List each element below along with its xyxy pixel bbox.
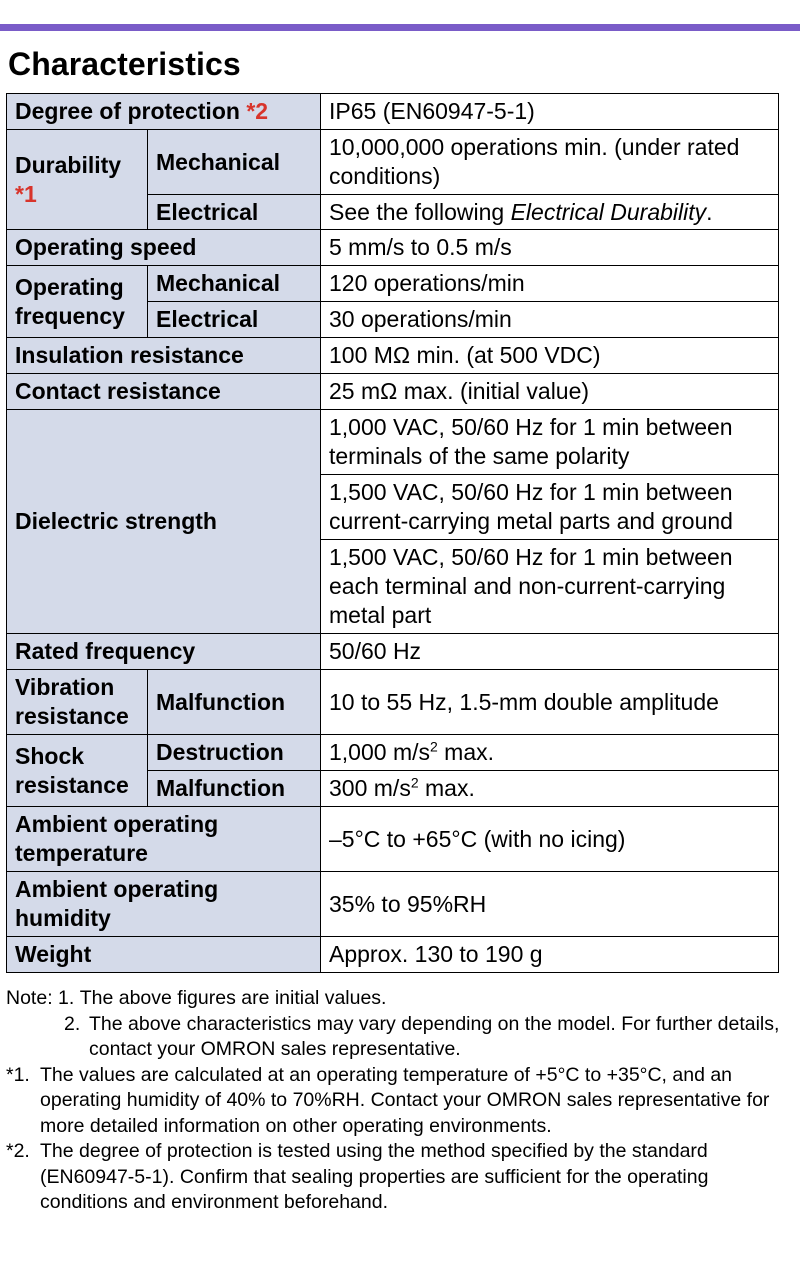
row-value-humidity: 35% to 95%RH [321,872,779,937]
row-label-frequency: Operating frequency [7,266,148,338]
table-row [7,735,779,771]
row-value-temperature: –5°C to +65°C (with no icing) [321,807,779,872]
sub-label-frequency-mechanical: Mechanical [148,266,321,302]
row-value-dielectric-2: 1,500 VAC, 50/60 Hz for 1 min between current-carrying metal parts and ground [321,475,779,540]
accent-bar [0,24,800,31]
table-row [7,872,779,937]
row-value-shock-destruction: 1,000 $m/s^2$ max. [321,735,779,771]
row-label-durability: Durability *1 [7,130,148,230]
row-value-protection: IP65 (EN60947-5-1) [321,94,779,130]
row-label-speed: Operating speed [7,230,321,266]
note-text: The above figures are initial values. [79,987,387,1009]
row-label-dielectric: Dielectric strength [7,410,321,634]
row-value-dielectric-1: 1,000 VAC, 50/60 Hz for 1 min between terminals of the same polarity [321,410,779,475]
row-value-insulation: 100 MΩ min. (at 500 VDC) [321,338,779,374]
table-row [7,807,779,872]
footnote-label: *2. [6,1140,30,1162]
row-label-insulation: Insulation resistance [7,338,321,374]
sub-label-frequency-electrical: Electrical [148,302,321,338]
table-row [7,410,779,475]
table-row [7,374,779,410]
row-label-contact: Contact resistance [7,374,321,410]
table-row [7,670,779,735]
footnote-text: The degree of protection is tested using the method specified by the standard (EN60947-5-1). Confirm that sealing properties are sufficient for the operating conditions and environment beforehand. [40,1140,709,1213]
note-text: The above characteristics may vary depending on the model. For further details, contact your OMRON sales representative. [89,1012,780,1060]
note-2 [6,1012,796,1063]
footnote-1 [6,1063,796,1140]
row-value-dielectric-3: 1,500 VAC, 50/60 Hz for 1 min between each terminal and non-current-carrying metal part [321,540,779,634]
row-value-frequency-electrical: 30 operations/min [321,302,779,338]
row-label-weight: Weight [7,937,321,973]
row-value-contact: 25 mΩ max. (initial value) [321,374,779,410]
characteristics-table [6,93,779,973]
note-label: 2. [64,1012,81,1035]
table-row [7,230,779,266]
footnote-label: *1. [6,1063,30,1086]
row-value-weight: Approx. 130 to 190 g [321,937,779,973]
table-row [7,937,779,973]
row-label-humidity: Ambient operating humidity [7,872,321,937]
row-label-protection: Degree of protection *2 [7,94,321,130]
table-row [7,634,779,670]
footnote-mark-1: *1 [15,180,37,207]
row-value-frequency-mechanical: 120 operations/min [321,266,779,302]
footnote-text: The values are calculated at an operating temperature of +5°C to +35°C, and an operating humidity of 40% to 70%RH. Contact your OMRON sales representative for more detailed information on other operating environments. [40,1063,770,1137]
row-label-shock: Shock resistance [7,735,148,807]
row-label-vibration: Vibration resistance [7,670,148,735]
notes-section [6,986,796,1216]
note-label: Note: 1. [6,987,80,1009]
row-value-speed: 5 mm/s to 0.5 m/s [321,230,779,266]
table-row [7,94,779,130]
row-label-rated-frequency: Rated frequency [7,634,321,670]
row-value-rated-frequency: 50/60 Hz [321,634,779,670]
row-label-temperature: Ambient operating temperature [7,807,321,872]
page-title: Characteristics [8,46,241,82]
footnote-mark-2: *2 [246,98,269,124]
table-row [7,130,779,195]
row-value-durability-electrical: See the following Electrical Durability. [321,195,779,230]
sub-label-shock-malfunction: Malfunction [148,771,321,807]
sub-label-shock-destruction: Destruction [148,735,321,771]
sub-label-durability-electrical: Electrical [148,195,321,230]
table-row [7,266,779,302]
row-value-shock-malfunction: 300 $m/s^2$ max. [321,771,779,807]
note-1 [6,986,796,1012]
table-row [7,338,779,374]
row-value-vibration: 10 to 55 Hz, 1.5-mm double amplitude [321,670,779,735]
footnote-2 [6,1139,796,1216]
sub-label-vibration-malfunction: Malfunction [148,670,321,735]
row-value-durability-mechanical: 10,000,000 operations min. (under rated conditions) [321,130,779,195]
sub-label-durability-mechanical: Mechanical [148,130,321,195]
